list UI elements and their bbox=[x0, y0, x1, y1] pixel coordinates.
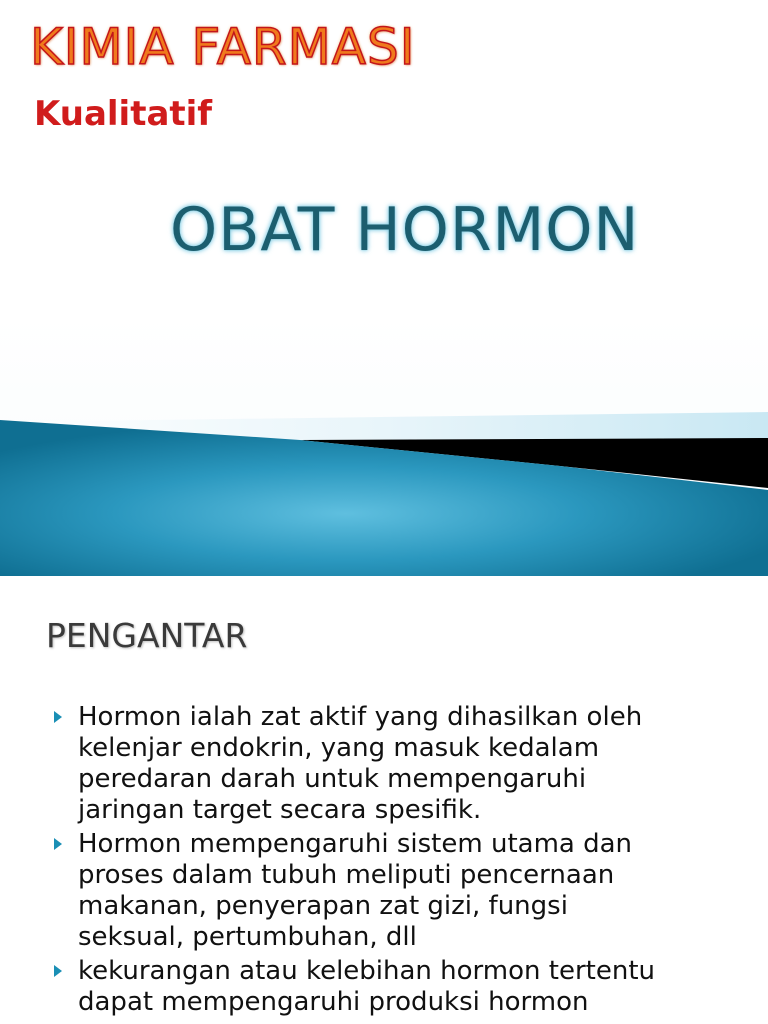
bullet-line: Hormon mempengaruhi sistem utama dan bbox=[78, 829, 633, 859]
content-slide bbox=[0, 576, 768, 1024]
list-item bbox=[52, 702, 752, 826]
bullet-line: jaringan target secara spesifik. bbox=[78, 795, 482, 825]
bullet-list bbox=[52, 702, 752, 1021]
bullet-line: kekurangan atau kelebihan hormon tertentu bbox=[78, 956, 655, 986]
bullet-line: seksual, pertumbuhan, dll bbox=[78, 922, 417, 952]
bullet-line: dapat mempengaruhi produksi hormon bbox=[78, 987, 589, 1017]
bullet-line: kelenjar endokrin, yang masuk kedalam bbox=[78, 733, 600, 763]
bullet-line: makanan, penyerapan zat gizi, fungsi bbox=[78, 891, 568, 921]
bullet-line: proses dalam tubuh meliputi pencernaan bbox=[78, 860, 615, 890]
bullet-line: Hormon ialah zat aktif yang dihasilkan oleh bbox=[78, 702, 643, 732]
triangle-right-icon bbox=[54, 838, 62, 850]
list-item bbox=[52, 956, 752, 1018]
main-topic-title: OBAT HORMON bbox=[170, 195, 640, 265]
triangle-right-icon bbox=[54, 711, 62, 723]
bullet-line: peredaran darah untuk mempengaruhi bbox=[78, 764, 587, 794]
section-heading: PENGANTAR bbox=[46, 616, 248, 655]
slide-title: KIMIA FARMASI bbox=[30, 18, 416, 76]
slide-subtitle: Kualitatif bbox=[34, 94, 213, 134]
list-item bbox=[52, 829, 752, 953]
triangle-right-icon bbox=[54, 965, 62, 977]
